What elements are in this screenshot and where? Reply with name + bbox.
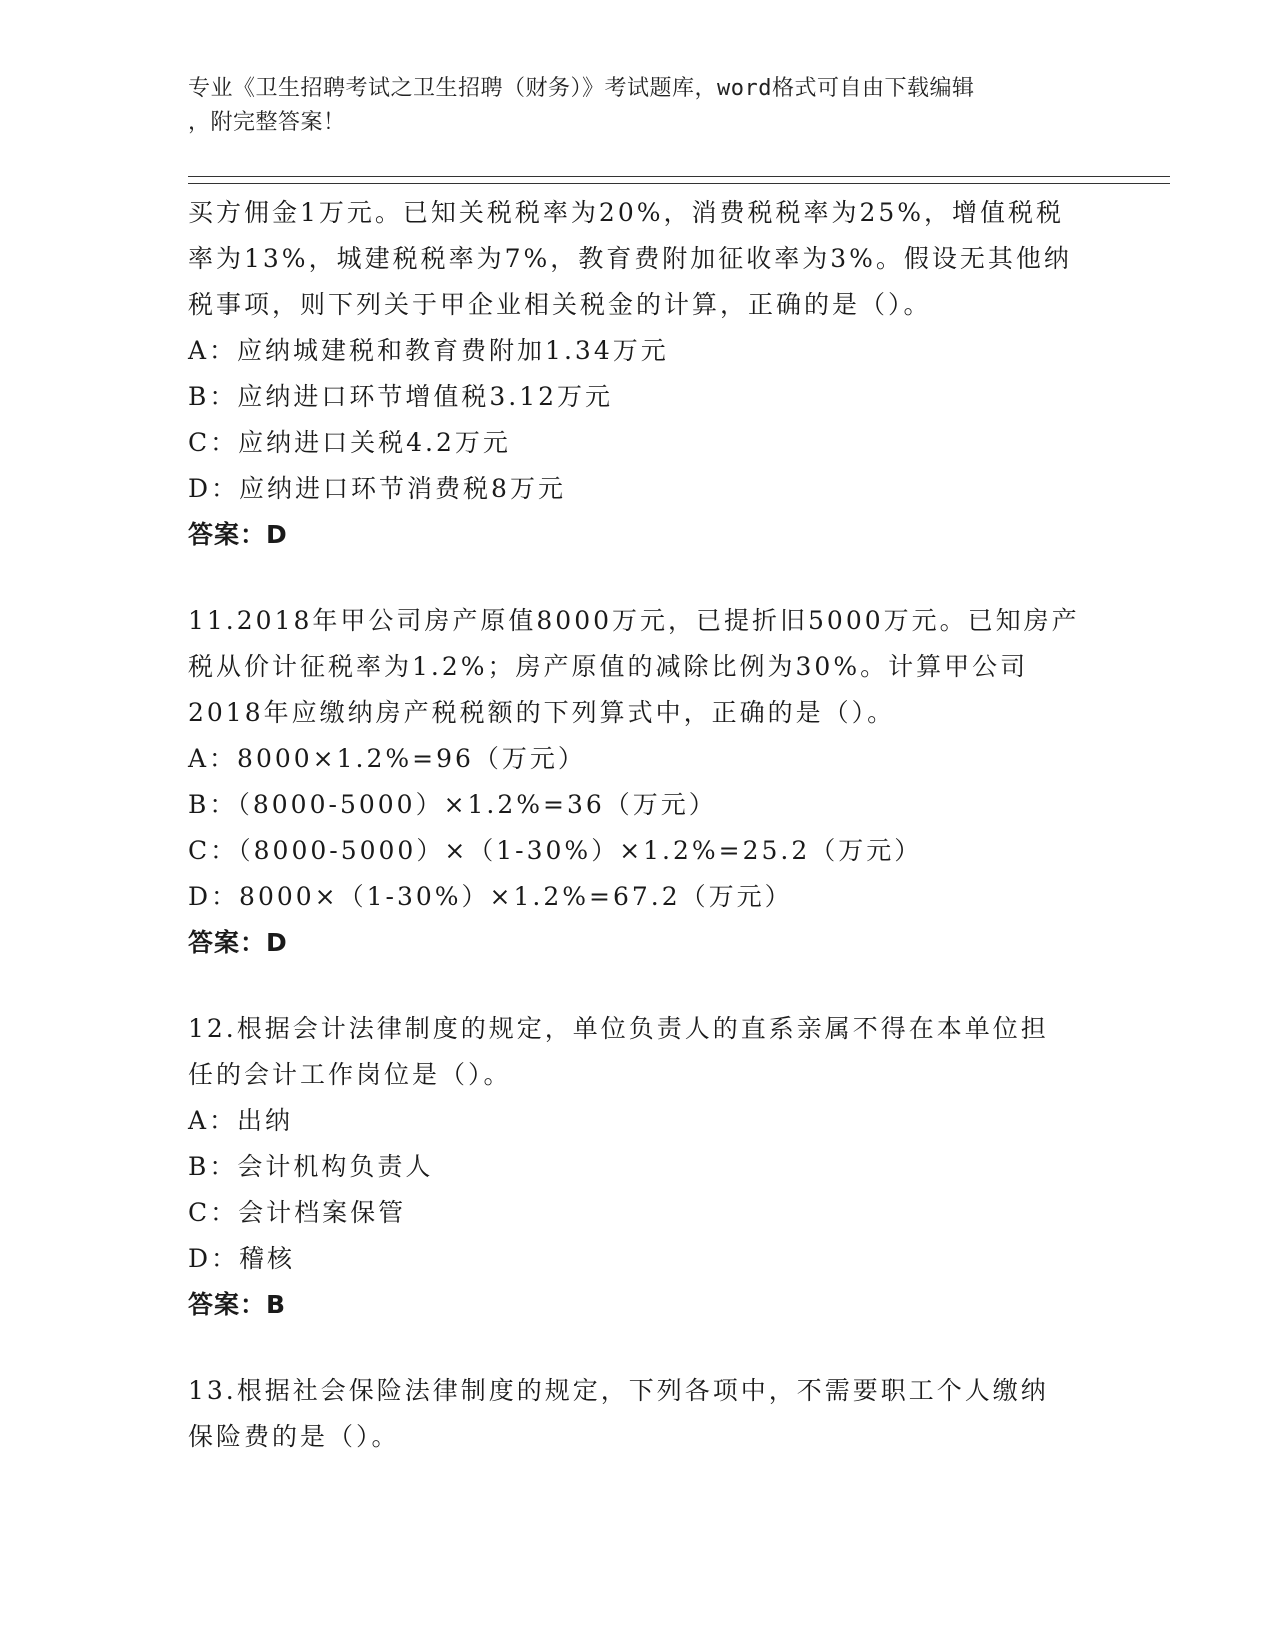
question-stem-line: 率为13%，城建税税率为7%，教育费附加征收率为3%。假设无其他纳 [188,244,1072,273]
question-stem-line: 任的会计工作岗位是（）。 [188,1060,512,1089]
option-a: A：出纳 [188,1106,294,1135]
option-d: D：8000×（1-30%）×1.2%=67.2（万元） [188,882,793,911]
option-c: C：应纳进口关税4.2万元 [188,428,511,457]
spacer [188,966,1088,1006]
spacer [188,1328,1088,1368]
question-stem-line: 11.2018年甲公司房产原值8000万元，已提折旧5000万元。已知房产 [188,606,1080,635]
answer: 答案：D [188,928,288,957]
question-stem-line: 12.根据会计法律制度的规定，单位负责人的直系亲属不得在本单位担 [188,1014,1049,1043]
question-10 [188,190,1088,558]
option-c: C：会计档案保管 [188,1198,407,1227]
option-d: D：稽核 [188,1244,296,1273]
question-11 [188,598,1088,966]
document-header [188,72,1088,140]
option-a: A：8000×1.2%=96（万元） [188,744,586,773]
option-b: B：（8000-5000）×1.2%=36（万元） [188,790,717,819]
option-b: B：应纳进口环节增值税3.12万元 [188,382,614,411]
answer: 答案：D [188,520,288,549]
question-stem-line: 税从价计征税率为1.2%；房产原值的减除比例为30%。计算甲公司 [188,652,1029,681]
header-divider-top [188,176,1170,177]
header-line-1: 专业《卫生招聘考试之卫生招聘（财务）》考试题库，word格式可自由下载编辑 [188,76,975,101]
question-stem-line: 2018年应缴纳房产税税额的下列算式中，正确的是（）。 [188,698,896,727]
option-c: C：（8000-5000）×（1-30%）×1.2%=25.2（万元） [188,836,923,865]
question-stem-line: 保险费的是（）。 [188,1422,400,1451]
document-body [188,190,1088,1460]
question-stem-line: 税事项，则下列关于甲企业相关税金的计算，正确的是（）。 [188,290,932,319]
question-stem-line: 13.根据社会保险法律制度的规定，下列各项中，不需要职工个人缴纳 [188,1376,1049,1405]
option-b: B：会计机构负责人 [188,1152,434,1181]
option-a: A：应纳城建税和教育费附加1.34万元 [188,336,669,365]
header-line-2: ，附完整答案！ [188,110,346,135]
spacer [188,558,1088,598]
question-12 [188,1006,1088,1328]
question-13 [188,1368,1088,1460]
answer: 答案：B [188,1290,287,1319]
option-d: D：应纳进口环节消费税8万元 [188,474,566,503]
question-stem-line: 买方佣金1万元。已知关税税率为20%，消费税税率为25%，增值税税 [188,198,1065,227]
header-divider-bottom [188,183,1170,184]
